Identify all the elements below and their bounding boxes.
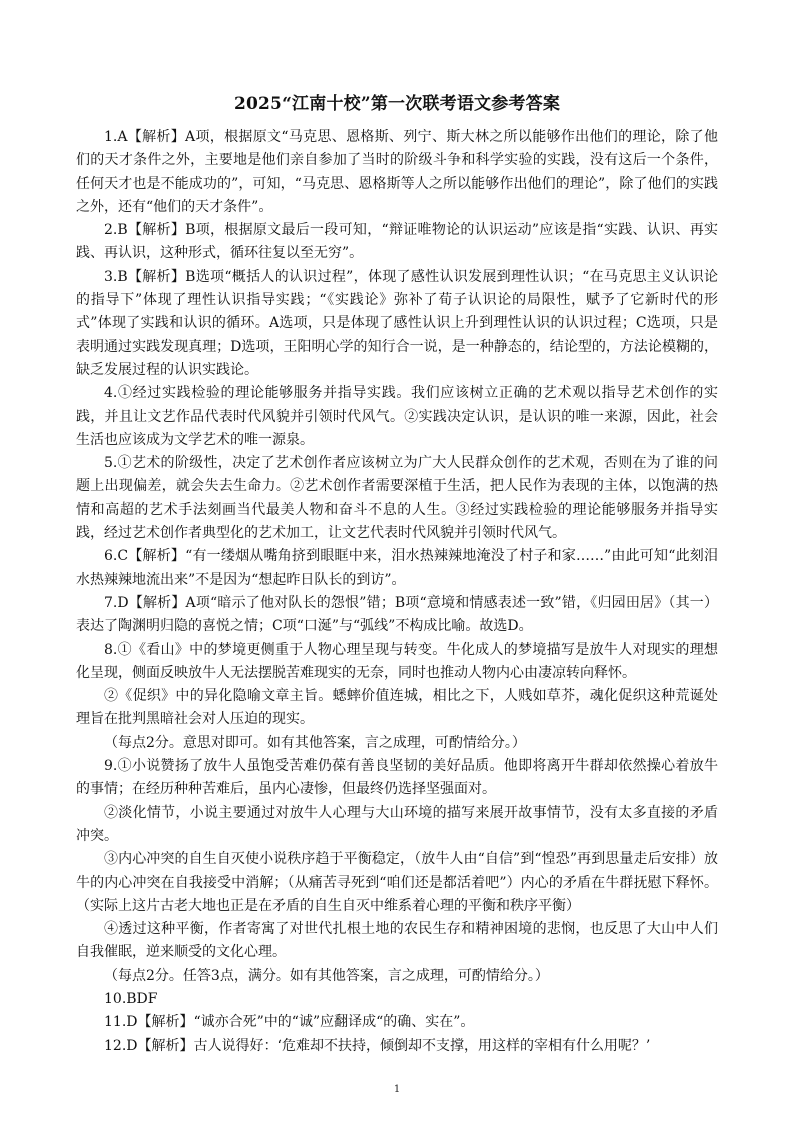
paragraph: （每点2分。任答3点，满分。如有其他答案，言之成理，可酌情给分。）: [104, 967, 549, 984]
paragraph: 7.D【解析】A项“暗示了他对队长的怨恨”错；B项“意境和情感表述一致”错，《归园田居》（其一）表达了陶渊明归隐的喜悦之情；C项“口涎”与“弧线”不构成比喻。故选D。: [76, 594, 718, 635]
paragraph: 10.BDF: [104, 990, 158, 1007]
paragraph: 5.①艺术的阶级性，决定了艺术创作者应该树立为广大人民群众创作的艺术观，否则在为了谁的问题上出现偏差，就会失去生命力。②艺术创作者需要深植于生活，把人民作为表现的主体，以饱满的热情和高超的艺术手法刻画当代最美人物和奋斗不息的人生。③经过实践检验的理论能够服务并指导实践，经过艺术创作者典型化的艺术加工，让文艺代表时代风貌并引领时代风气。: [76, 455, 718, 542]
paragraph: 6.C【解析】“有一缕烟从嘴角挤到眼眶中来，泪水热辣辣地淹没了村子和家……”由此可知“此刻泪水热辣辣地流出来”不是因为“想起昨日队长的到访”。: [76, 548, 718, 588]
paragraph: ②《促织》中的异化隐喻文章主旨。蟋蟀价值连城，相比之下，人贱如草芥，魂化促织这种荒诞处理旨在批判黑暗社会对人压迫的现实。: [76, 688, 718, 728]
paragraph: 9.①小说赞扬了放牛人虽饱受苦难仍葆有善良坚韧的美好品质。他即将离开牛群却依然操心着放牛的事情；在经历种种苦难后，虽内心凄惨，但最终仍选择坚强面对。: [76, 758, 718, 798]
paragraph: 1.A【解析】A项，根据原文“马克思、恩格斯、列宁、斯大林之所以能够作出他们的理论，除了他们的天才条件之外，主要地是他们亲自参加了当时的阶级斗争和科学实验的实践，没有这后一个条件，任何天才也是不能成功的”，可知，“马克思、恩格斯等人之所以能够作出他们的理论”，除了他们的实践之外，还有“他们的天才条件”。: [76, 129, 718, 215]
paragraph: 8.①《看山》中的梦境更侧重于人物心理呈现与转变。牛化成人的梦境描写是放牛人对现实的理想化呈现，侧面反映放牛人无法摆脱苦难现实的无奈，同时也推动人物内心由凄凉转向释怀。: [76, 641, 718, 681]
paragraph: 11.D【解析】“诚亦合死”中的“诚”应翻译成“的确、实在”。: [104, 1014, 475, 1031]
paragraph: 3.B【解析】B选项“概括人的认识过程”，体现了感性认识发展到理性认识；“在马克思主义认识论的指导下”体现了理性认识指导实践；“《实践论》弥补了荀子认识论的局限性，赋予了它新时代的形式”体现了实践和认识的循环。A选项，只是体现了感性认识上升到理性认识的认识过程；C选项，只是表明通过实践发现真理；D选项，王阳明心学的知行合一说，是一种静态的，结论型的，方法论模糊的，缺乏发展过程的认识实践论。: [76, 268, 718, 378]
paragraph: ②淡化情节，小说主要通过对放牛人心理与大山环境的描写来展开故事情节，没有太多直接的矛盾冲突。: [76, 804, 718, 844]
paragraph: ④透过这种平衡，作者寄寓了对世代扎根土地的农民生存和精神困境的悲悯，也反思了大山中人们自我催眠，逆来顺受的文化心理。: [76, 921, 718, 961]
paragraph: 2.B【解析】B项，根据原文最后一段可知，“辩证唯物论的认识运动”应该是指“实践、认识、再实践、再认识，这种形式，循环往复以至无穷”。: [76, 222, 718, 262]
page-number: 1: [393, 1084, 401, 1095]
paragraph: ③内心冲突的自生自灭使小说秩序趋于平衡稳定，（放牛人由“自信”到“惶恐”再到思量走后安排）放牛的内心冲突在自我接受中消解；（从痛苦寻死到“咱们还是都活着吧”）内心的矛盾在牛群抚慰下释怀。（实际上这片古老大地也正是在矛盾的自生自灭中维系着心理的平衡和秩序平衡）: [76, 851, 718, 914]
paragraph: （每点2分。意思对即可。如有其他答案，言之成理，可酌情给分。）: [104, 734, 526, 751]
page-title: 2025“江南十校”第一次联考语文参考答案: [233, 94, 561, 114]
paragraph: 4.①经过实践检验的理论能够服务并指导实践。我们应该树立正确的艺术观以指导艺术创作的实践，并且让文艺作品代表时代风貌并引领时代风气。②实践决定认识，是认识的唯一来源，因此，社会生活也应该成为文学艺术的唯一源泉。: [76, 385, 718, 448]
answer-body: [76, 126, 718, 1058]
paragraph: 12.D【解析】古人说得好：‘危难却不扶持，倾倒却不支撑，用这样的宰相有什么用呢？’: [104, 1037, 651, 1054]
